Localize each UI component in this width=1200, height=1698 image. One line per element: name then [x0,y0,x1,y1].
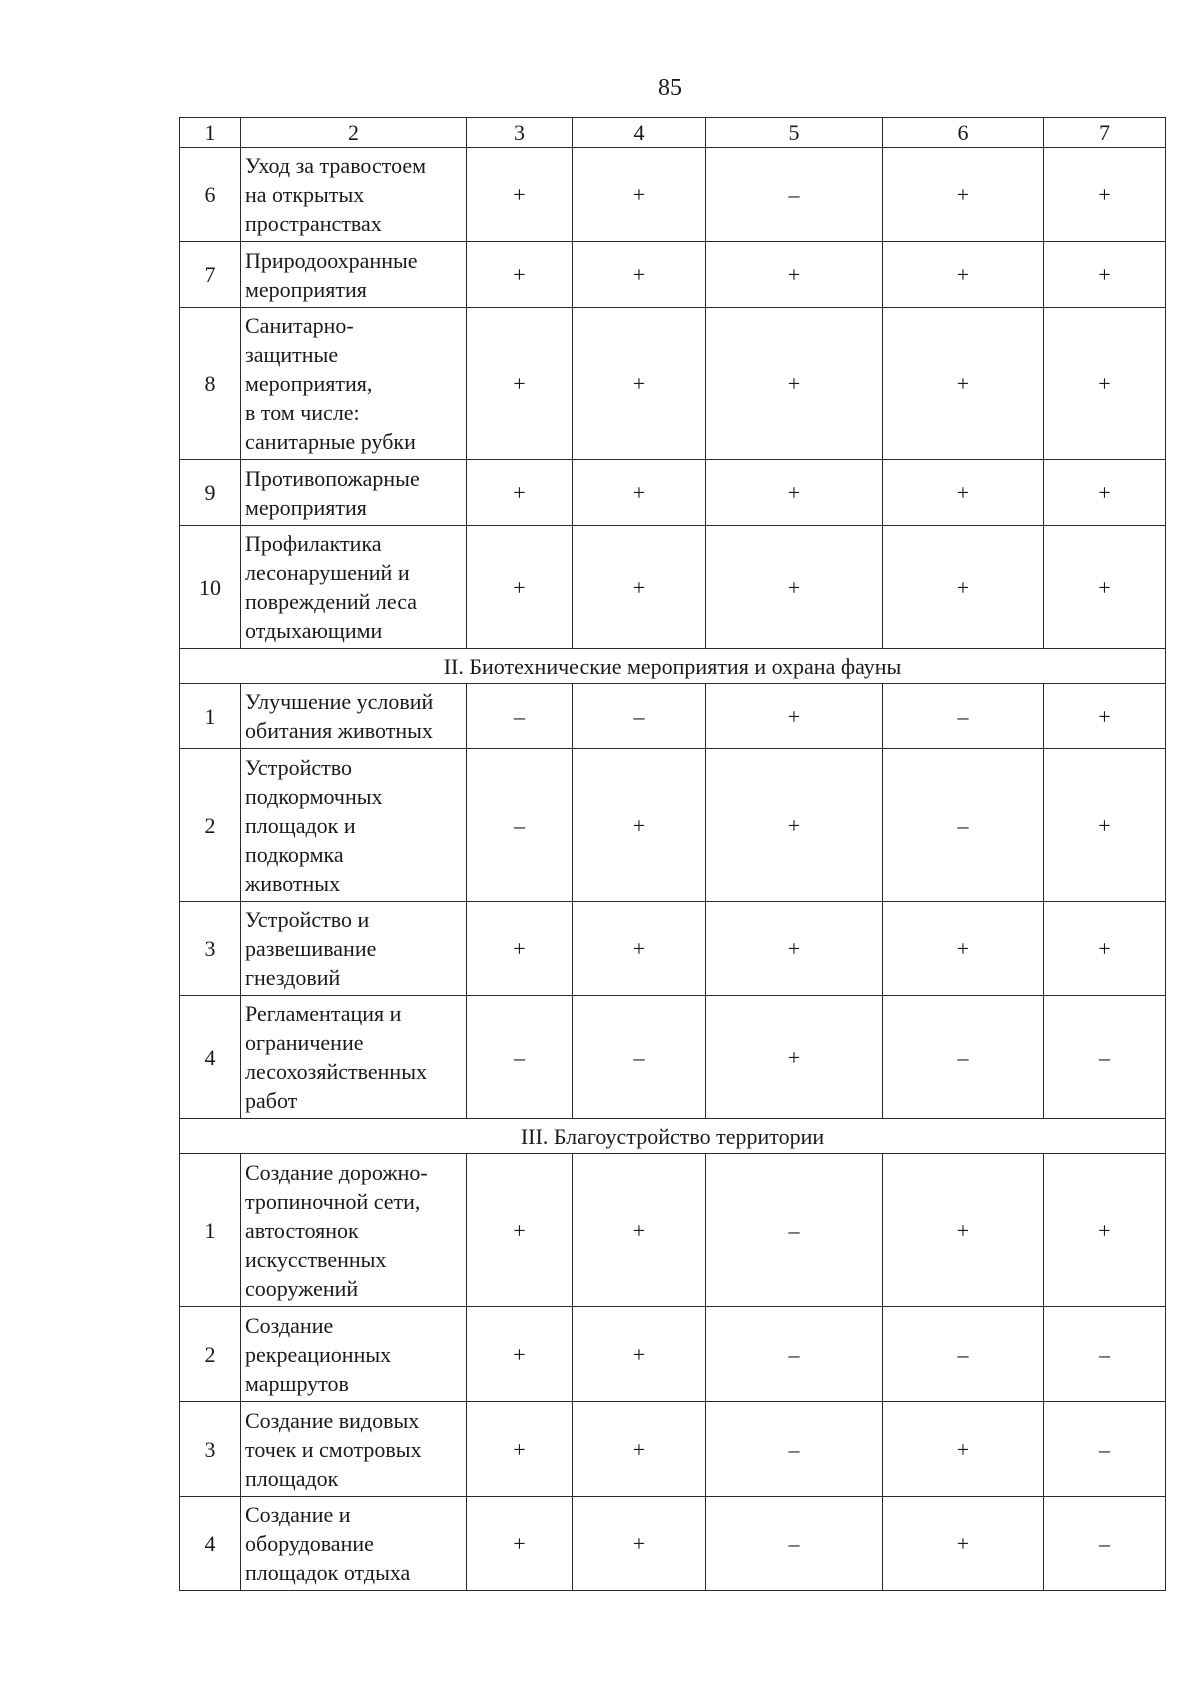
applicability-mark: + [706,749,883,902]
applicability-mark: + [467,902,573,996]
applicability-mark: + [573,1154,706,1307]
table-row [180,1307,1166,1402]
column-header: 3 [467,118,573,148]
applicability-mark: + [706,308,883,460]
measure-name: Противопожарные мероприятия [241,460,467,526]
applicability-mark: + [883,148,1044,242]
section-row [180,1119,1166,1154]
applicability-mark: + [706,526,883,649]
applicability-mark: + [467,242,573,308]
measure-name: Создание дорожно- тропиночной сети, автостоянок искусственных сооружений [241,1154,467,1307]
measure-name: Устройство подкормочных площадок и подкормка животных [241,749,467,902]
applicability-mark: – [467,749,573,902]
applicability-mark: + [573,460,706,526]
applicability-mark: + [1044,684,1166,749]
table-row [180,996,1166,1119]
applicability-mark: + [573,308,706,460]
applicability-mark: – [706,1307,883,1402]
table-body [180,118,1166,1591]
row-number: 9 [180,460,241,526]
row-number: 4 [180,996,241,1119]
applicability-mark: + [573,242,706,308]
applicability-mark: – [706,148,883,242]
column-header: 2 [241,118,467,148]
applicability-mark: + [573,526,706,649]
measures-table [179,117,1166,1591]
applicability-mark: – [706,1154,883,1307]
applicability-mark: + [883,1154,1044,1307]
measure-name: Регламентация и ограничение лесохозяйственных работ [241,996,467,1119]
table-row [180,749,1166,902]
applicability-mark: – [573,684,706,749]
measure-name: Санитарно- защитные мероприятия, в том числе: санитарные рубки [241,308,467,460]
measure-name: Создание видовых точек и смотровых площадок [241,1402,467,1497]
applicability-mark: + [467,148,573,242]
applicability-mark: – [883,996,1044,1119]
row-number: 1 [180,1154,241,1307]
applicability-mark: – [883,1307,1044,1402]
applicability-mark: + [1044,148,1166,242]
applicability-mark: – [883,684,1044,749]
column-header: 1 [180,118,241,148]
table-row [180,902,1166,996]
row-number: 7 [180,242,241,308]
applicability-mark: + [467,526,573,649]
measure-name: Природоохранные мероприятия [241,242,467,308]
applicability-mark: + [1044,526,1166,649]
table-row [180,526,1166,649]
applicability-mark: + [467,1154,573,1307]
applicability-mark: + [1044,749,1166,902]
applicability-mark: + [706,242,883,308]
measure-name: Уход за травостоем на открытых пространствах [241,148,467,242]
applicability-mark: + [573,1497,706,1591]
applicability-mark: – [883,749,1044,902]
page-number: 85 [658,75,682,101]
column-header: 4 [573,118,706,148]
row-number: 6 [180,148,241,242]
applicability-mark: + [1044,460,1166,526]
measure-name: Профилактика лесонарушений и повреждений леса отдыхающими [241,526,467,649]
table-row [180,684,1166,749]
applicability-mark: + [883,902,1044,996]
applicability-mark: + [573,902,706,996]
table-row [180,1497,1166,1591]
row-number: 3 [180,902,241,996]
table-row [180,242,1166,308]
applicability-mark: + [883,526,1044,649]
applicability-mark: + [706,902,883,996]
applicability-mark: – [573,996,706,1119]
measure-name: Устройство и развешивание гнездовий [241,902,467,996]
applicability-mark: – [1044,1402,1166,1497]
applicability-mark: + [883,1402,1044,1497]
row-number: 8 [180,308,241,460]
applicability-mark: + [883,308,1044,460]
row-number: 3 [180,1402,241,1497]
applicability-mark: + [467,1307,573,1402]
section-row [180,649,1166,684]
applicability-mark: – [1044,1497,1166,1591]
applicability-mark: – [467,684,573,749]
applicability-mark: – [706,1402,883,1497]
applicability-mark: + [883,242,1044,308]
applicability-mark: + [467,1402,573,1497]
table-row [180,308,1166,460]
row-number: 1 [180,684,241,749]
measure-name: Создание рекреационных маршрутов [241,1307,467,1402]
applicability-mark: + [573,749,706,902]
applicability-mark: – [1044,1307,1166,1402]
applicability-mark: + [1044,1154,1166,1307]
applicability-mark: + [706,460,883,526]
row-number: 2 [180,749,241,902]
column-header: 6 [883,118,1044,148]
applicability-mark: + [883,1497,1044,1591]
applicability-mark: + [1044,308,1166,460]
table-row [180,1402,1166,1497]
table-row [180,460,1166,526]
applicability-mark: + [573,1402,706,1497]
section-title: II. Биотехнические мероприятия и охрана фауны [180,649,1166,684]
measure-name: Улучшение условий обитания животных [241,684,467,749]
applicability-mark: + [467,460,573,526]
applicability-mark: + [1044,242,1166,308]
measure-name: Создание и оборудование площадок отдыха [241,1497,467,1591]
table-row [180,1154,1166,1307]
section-title: III. Благоустройство территории [180,1119,1166,1154]
row-number: 4 [180,1497,241,1591]
applicability-mark: + [1044,902,1166,996]
applicability-mark: – [467,996,573,1119]
applicability-mark: + [573,1307,706,1402]
applicability-mark: + [573,148,706,242]
applicability-mark: + [467,1497,573,1591]
applicability-mark: – [1044,996,1166,1119]
applicability-mark: – [706,1497,883,1591]
column-header-row [180,118,1166,148]
applicability-mark: + [883,460,1044,526]
table-row [180,148,1166,242]
row-number: 10 [180,526,241,649]
applicability-mark: + [467,308,573,460]
applicability-mark: + [706,996,883,1119]
column-header: 7 [1044,118,1166,148]
applicability-mark: + [706,684,883,749]
column-header: 5 [706,118,883,148]
row-number: 2 [180,1307,241,1402]
